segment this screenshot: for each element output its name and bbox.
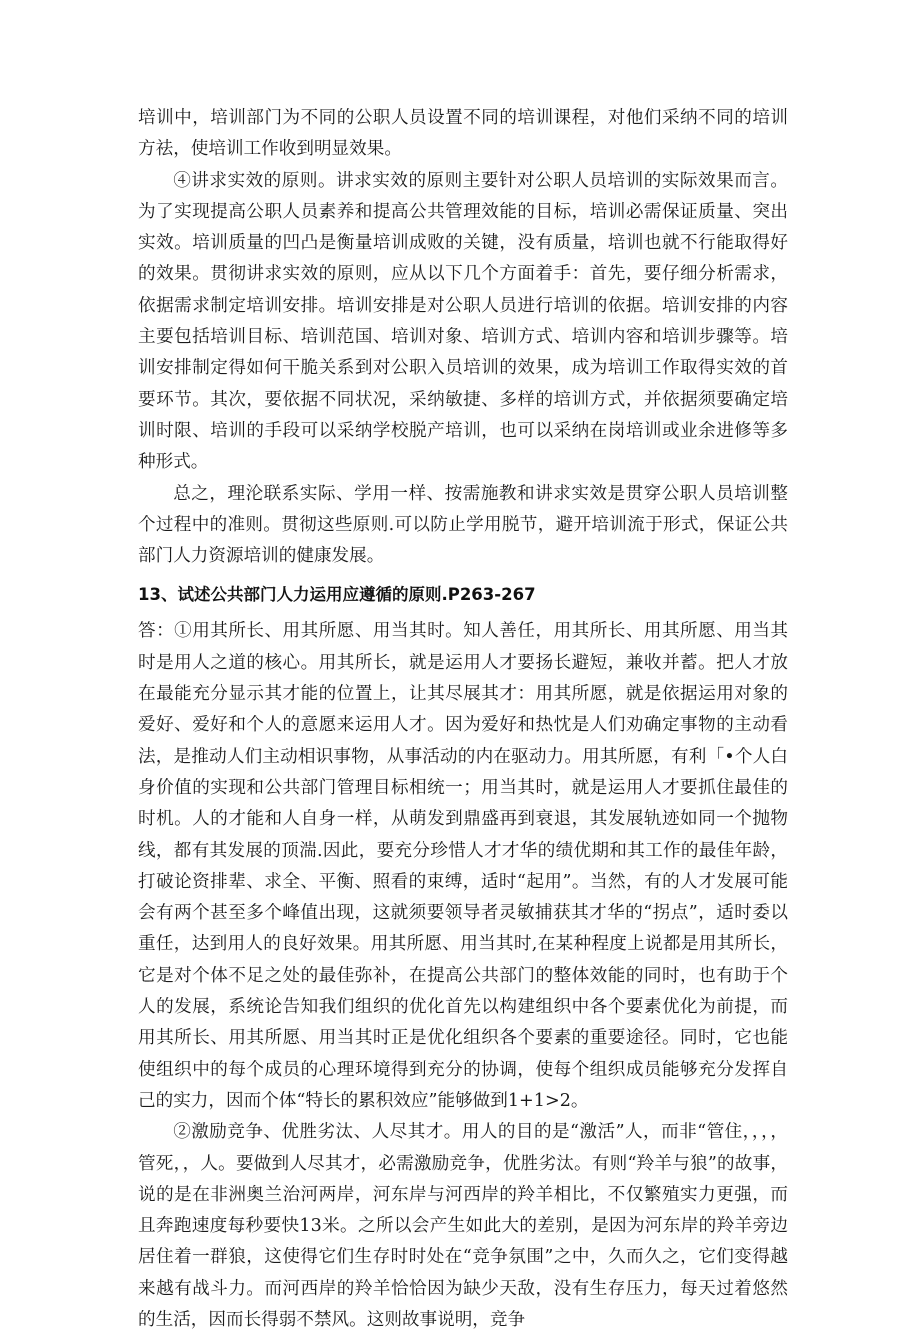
paragraph-summary: 总之，理沦联系实际、学用一样、按需施教和讲求实效是贯穿公职人员培训整个过程中的准则。贯彻这些原则.可以防止学用脱节，避开培训流于形式，保证公共部门人力资源培训的健康发展。 xyxy=(138,483,788,567)
paragraph-answer-2: ②激励竞争、优胜劣汰、人尽其才。用人的目的是“激活”人，而非“管住，，，，管死，，人。要做到人尽其才，必需激励竞争，优胜劣汰。有则“羚羊与狼”的故事，说的是在非洲奥兰治河两岸，河东岸与河西岸的羚羊相比，不仅繁殖实力更强，而且奔跑速度每秒要快13米。之所以会产生如此大的差别，是因为河东岸的羚羊旁边居住着一群狼，这使得它们生存时时处在“竞争氛围”之中，久而久之，它们变得越来越有战斗力。而河西岸的羚羊恰恰因为缺少天敌，没有生存压力，每天过着悠然的生活，因而长得弱不禁风。这则故事说明，竞争 xyxy=(138,1122,788,1330)
paragraph-answer-1: 答：①用其所长、用其所愿、用当其时。知人善任，用其所长、用其所愿、用当其时是用人之道的核心。用其所长，就是运用人才要扬长避短，兼收并蓄。把人才放在最能充分显示其才能的位置上，让其尽展其才：用其所愿，就是依据运用对象的爱好、爱好和个人的意愿来运用人才。因为爱好和热忱是人们劝确定事物的主动看法，是推动人们主动相识事物，从事活动的内在驱动力。用其所愿，有利「•个人白身价值的实现和公共部门管理目标相统一；用当其时，就是运用人才要抓住最佳的时机。人的才能和人自身一样，从萌发到鼎盛再到衰退，其发展轨迹如同一个抛物线，都有其发展的顶湍.因此，要充分珍惜人才才华的绩优期和其工作的最佳年龄，打破论资排辈、求全、平衡、照看的束缚，适时“起用”。当然，有的人才发展可能会有两个甚至多个峰值出现，这就须要领导者灵敏捕获其才华的“拐点”，适时委以重任，达到用人的良好效果。用其所愿、用当其时,在某种程度上说都是用其所长，它是对个体不足之处的最佳弥补，在提高公共部门的整体效能的同时，也有助于个人的发展，系统论告知我们组织的优化首先以构建组织中各个要素优化为前提，而用其所长、用其所愿、用当其时正是优化组织各个要素的重要途径。同时，它也能使组织中的每个成员的心理环境得到充分的协调，使每个组织成员能够充分发挥自己的实力，因而个体“特长的累积效应”能够做到1+1>2。 xyxy=(138,621,788,1111)
document-page xyxy=(138,103,788,1336)
section-heading-13: 13、试述公共部门人力运用应遵循的原则.P263-267 xyxy=(138,585,536,605)
paragraph-training-methods: 培训中，培训部门为不同的公职人员设置不同的培训课程，对他们采纳不同的培训方祛，使培训工作收到明显效果。 xyxy=(138,108,788,160)
paragraph-practical-effect-principle: ④讲求实效的原则。讲求实效的原则主要针对公职人员培训的实际效果而言。为了实现提高公职人员素养和提高公共管理效能的目标，培训必需保证质量、突出实效。培训质量的凹凸是衡量培训成败的关键，没有质量，培训也就不行能取得好的效果。贯彻讲求实效的原则，应从以下几个方面着手：首先，要仔细分析需求，依据需求制定培训安排。培训安排是对公职人员进行培训的依据。培训安排的内容主要包括培训目标、培训范国、培训对象、培训方式、培训内容和培训步骤等。培训安排制定得如何干脆关系到对公职入员培训的效果，成为培训工作取得实效的首要环节。其次，要依据不同状况，采纳敏捷、多样的培训方式，并依据须要确定培训时限、培训的手段可以采纳学校脱产培训，也可以采纳在岗培训或业余进修等多种形式。 xyxy=(138,170,788,473)
